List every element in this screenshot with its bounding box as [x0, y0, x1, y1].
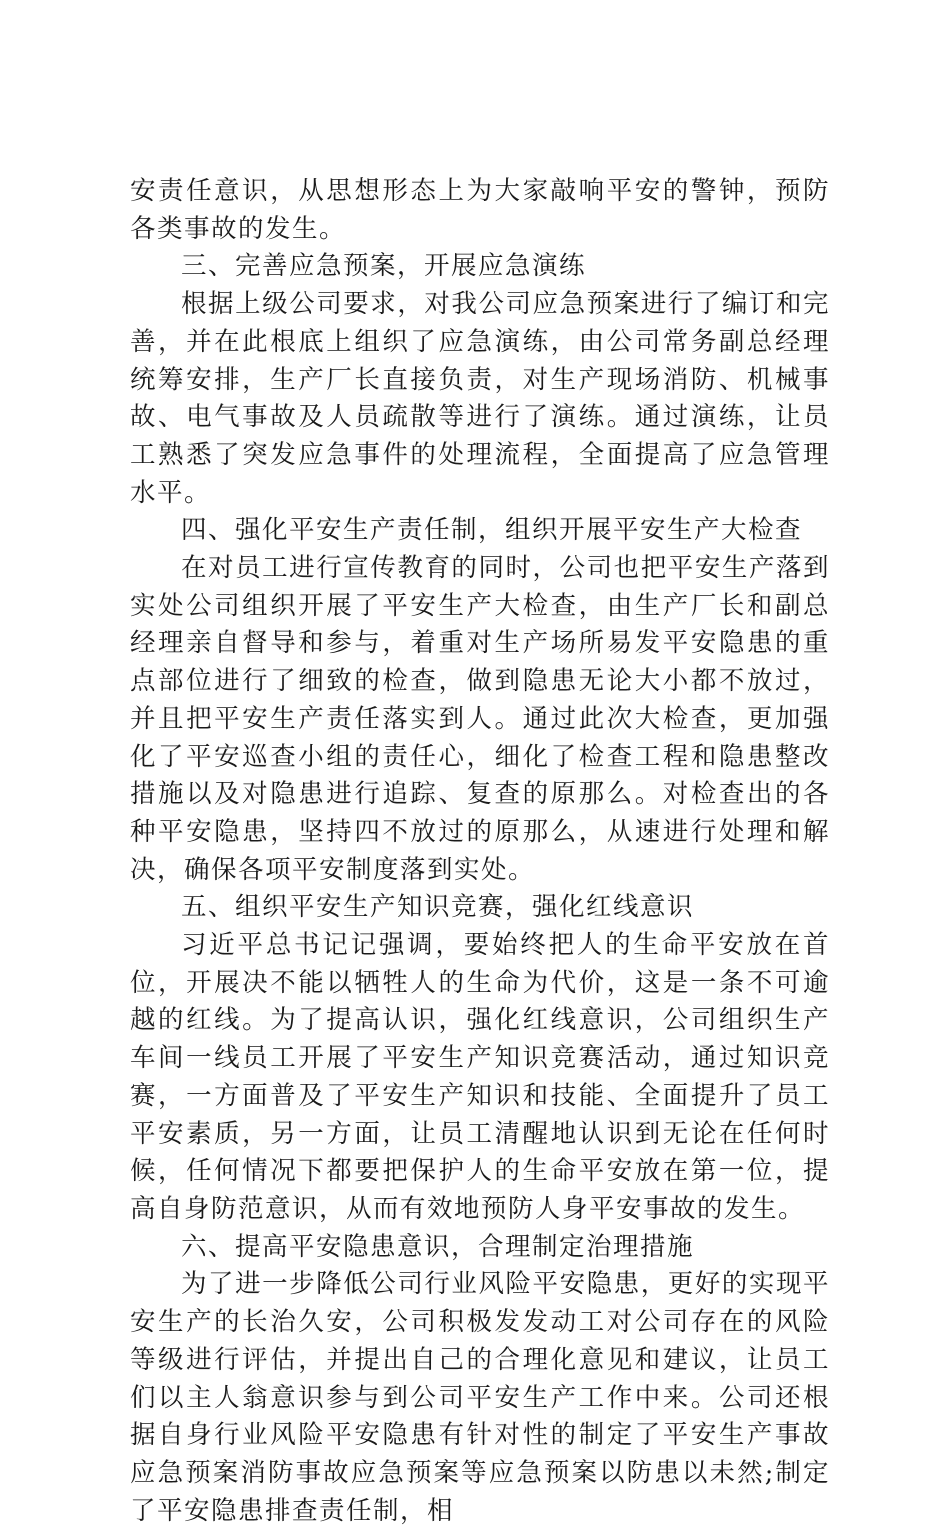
paragraph-emergency-drill: 根据上级公司要求，对我公司应急预案进行了编订和完善，并在此根底上组织了应急演练，由公司常务副总经理统筹安排，生产厂长直接负责，对生产现场消防、机械事故、电气事故及人员疏散等进行了演练。通过演练，让员工熟悉了突发应急事件的处理流程，全面提高了应急管理水平。: [130, 289, 830, 508]
paragraph-hazard-measures: 为了进一步降低公司行业风险平安隐患，更好的实现平安生产的长治久安，公司积极发发动工对公司存在的风险等级进行评估，并提出自己的合理化意见和建议，让员工们以主人翁意识参与到公司平安生产工作中来。公司还根据自身行业风险平安隐患有针对性的制定了平安生产事故应急预案消防事故应急预案等应急预案以防患以未然;制定了平安隐患排查责任制，相: [130, 1269, 830, 1526]
section-heading-4: 四、强化平安生产责任制，组织开展平安生产大检查: [181, 515, 803, 546]
paragraph-continuation: 安责任意识，从思想形态上为大家敲响平安的警钟，预防各类事故的发生。: [130, 176, 830, 244]
paragraph-safety-inspection: 在对员工进行宣传教育的同时，公司也把平安生产落到实处公司组织开展了平安生产大检查，由生产厂长和副总经理亲自督导和参与，着重对生产场所易发平安隐患的重点部位进行了细致的检查，做到隐患无论大小都不放过，并且把平安生产责任落实到人。通过此次大检查，更加强化了平安巡查小组的责任心，细化了检查工程和隐患整改措施以及对隐患进行追踪、复查的原那么。对检查出的各种平安隐患，坚持四不放过的原那么，从速进行处理和解决，确保各项平安制度落到实处。: [130, 553, 830, 885]
paragraph-knowledge-contest: 习近平总书记记强调，要始终把人的生命平安放在首位，开展决不能以牺牲人的生命为代价，这是一条不可逾越的红线。为了提高认识，强化红线意识，公司组织生产车间一线员工开展了平安生产知识竞赛活动，通过知识竞赛，一方面普及了平安生产知识和技能、全面提升了员工平安素质，另一方面，让员工清醒地认识到无论在任何时候，任何情况下都要把保护人的生命平安放在第一位，提高自身防范意识，从而有效地预防人身平安事故的发生。: [130, 930, 830, 1224]
section-heading-6: 六、提高平安隐患意识，合理制定治理措施: [181, 1231, 695, 1262]
section-heading-3: 三、完善应急预案，开展应急演练: [181, 251, 587, 282]
document-body: [130, 173, 830, 1530]
section-heading-5: 五、组织平安生产知识竞赛，强化红线意识: [181, 892, 695, 923]
